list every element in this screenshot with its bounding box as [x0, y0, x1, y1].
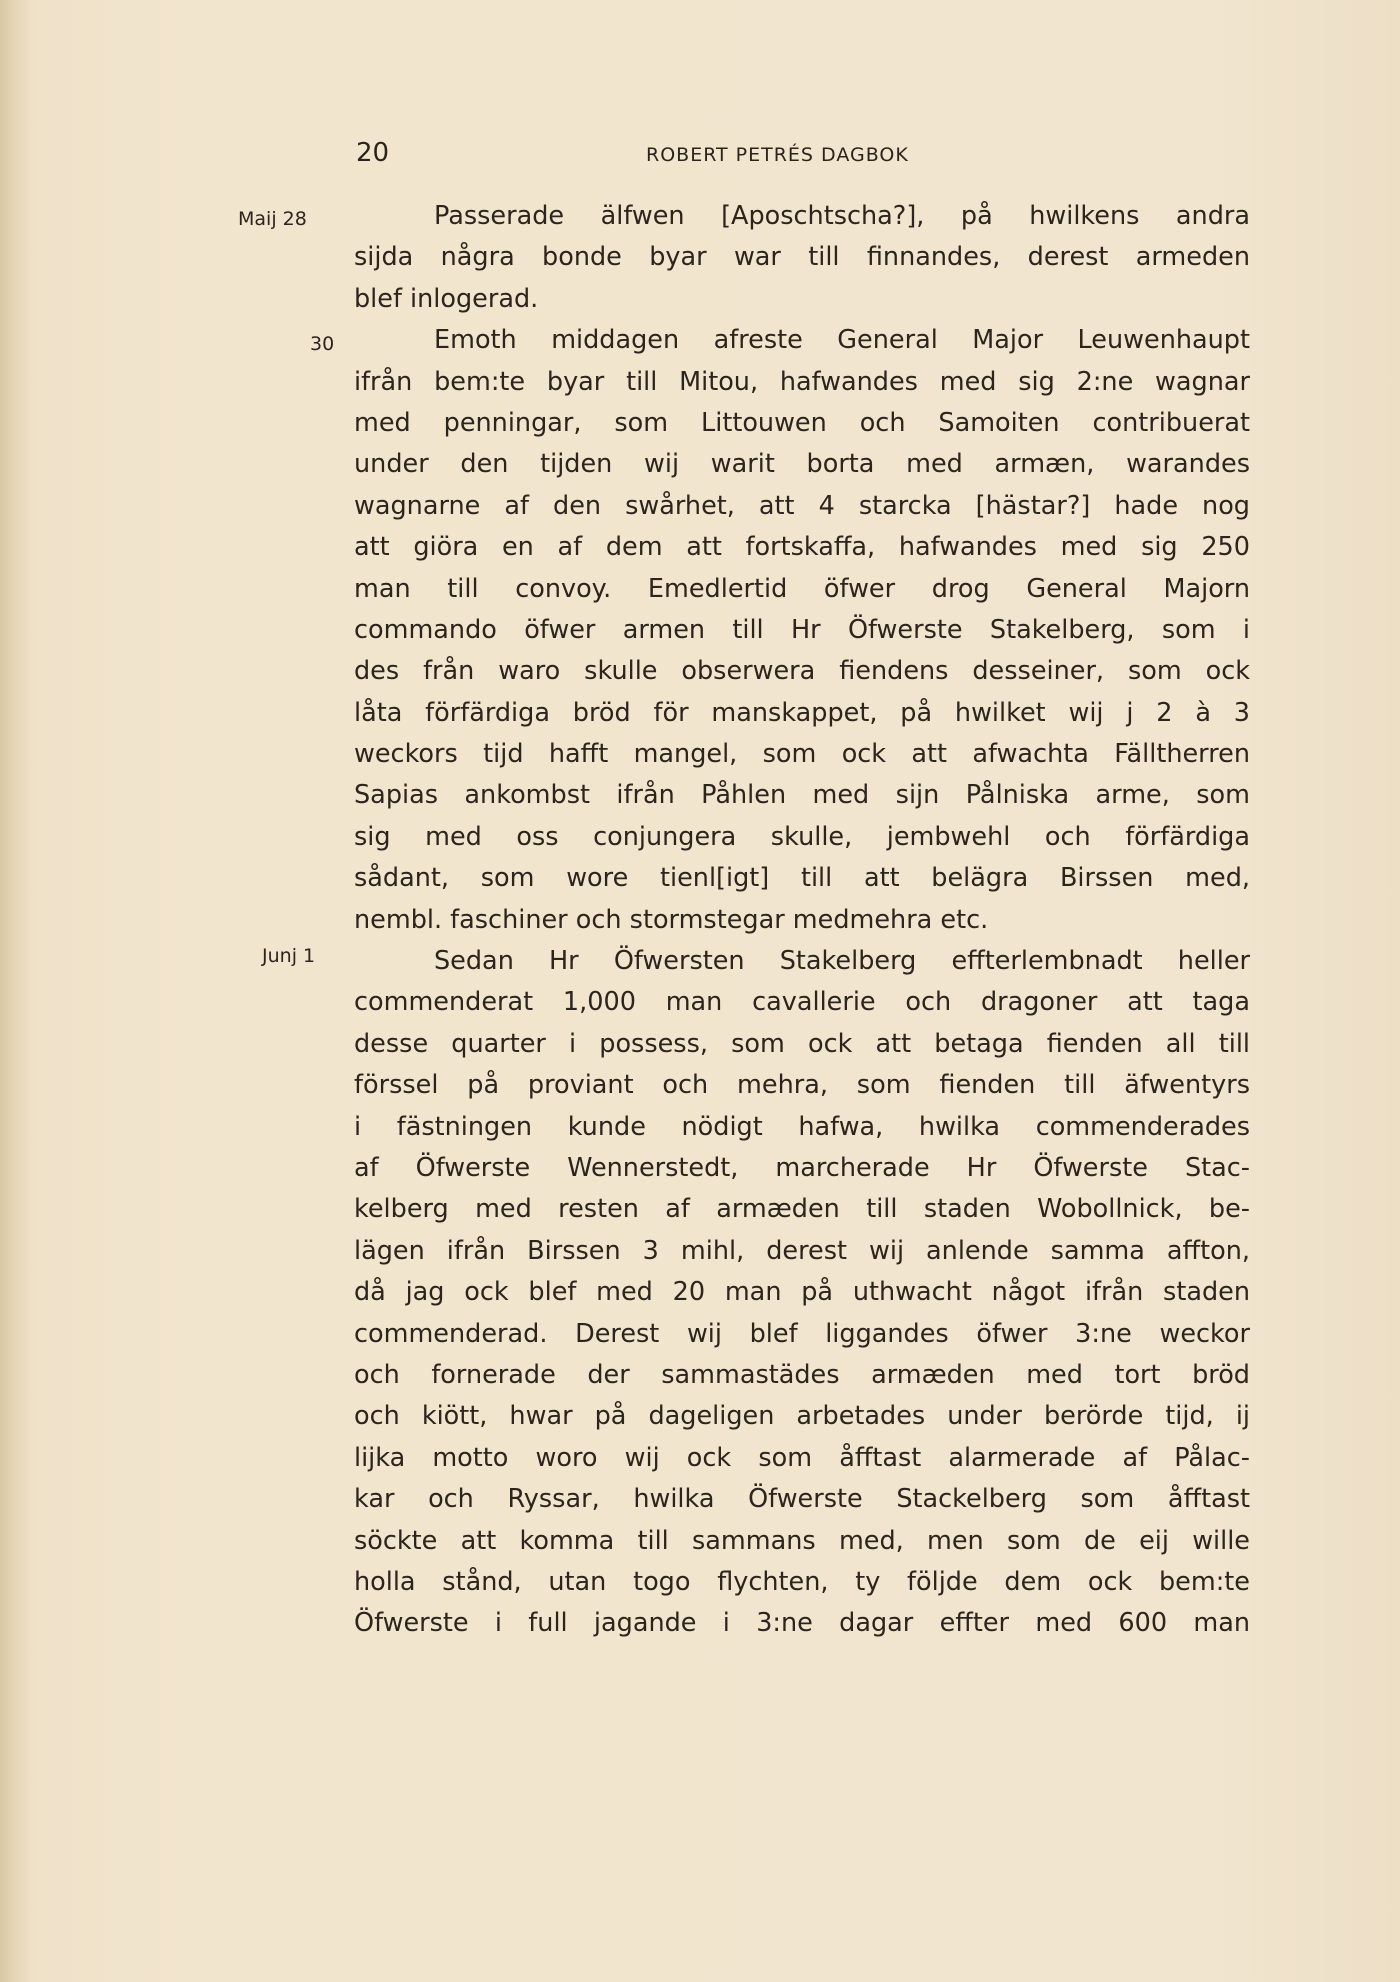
text-line: med penningar, som Littouwen och Samoiten contribuerat	[354, 407, 1250, 438]
text-line: förssel på proviant och mehra, som fienden till äfwentyrs	[354, 1070, 1250, 1101]
text-line: under den tijden wij warit borta med armæn, warandes	[354, 449, 1250, 480]
text-line: i fästningen kunde nödigt hafwa, hwilka commenderades	[354, 1111, 1250, 1142]
text-line: kar och Ryssar, hwilka Öfwerste Stackelberg som åfftast	[354, 1484, 1250, 1515]
text-line: sijda några bonde byar war till finnandes, derest armeden	[354, 242, 1250, 273]
text-line: nembl. faschiner och stormstegar medmehra etc.	[354, 904, 989, 935]
diary-text	[354, 196, 1250, 1645]
text-line: desse quarter i possess, som ock att betaga fienden all till	[354, 1028, 1250, 1059]
text-line: söckte att komma till sammans med, men som de eij wille	[354, 1525, 1250, 1556]
text-line: weckors tijd hafft mangel, som ock att afwachta Fälltherren	[354, 739, 1250, 770]
text-line: Emoth middagen afreste General Major Leuwenhaupt	[434, 325, 1250, 356]
text-line: ifrån bem:te byar till Mitou, hafwandes med sig 2:ne wagnar	[354, 366, 1250, 397]
binding-edge	[0, 0, 30, 1982]
text-line: kelberg med resten af armæden till staden Wobollnick, be-	[354, 1194, 1250, 1225]
text-line: och fornerade der sammastädes armæden med tort bröd	[354, 1359, 1250, 1390]
text-line: Öfwerste i full jagande i 3:ne dagar effter med 600 man	[354, 1608, 1250, 1639]
text-line: commenderad. Derest wij blef liggandes öfwer 3:ne weckor	[354, 1318, 1250, 1349]
book-title: ROBERT PETRÉS DAGBOK	[646, 144, 909, 166]
text-line: sådant, som wore tienl[igt] till att belägra Birssen med,	[354, 863, 1250, 894]
text-line: då jag ock blef med 20 man på uthwacht något ifrån staden	[354, 1277, 1250, 1308]
page-number: 20	[356, 138, 390, 168]
text-line: blef inlogerad.	[354, 283, 539, 314]
text-line: commando öfwer armen till Hr Öfwerste Stakelberg, som i	[354, 614, 1250, 645]
text-line: af Öfwerste Wennerstedt, marcherade Hr Öfwerste Stac-	[354, 1152, 1250, 1183]
text-line: lägen ifrån Birssen 3 mihl, derest wij anlende samma affton,	[354, 1235, 1250, 1266]
text-line: att giöra en af dem att fortskaffa, hafwandes med sig 250	[354, 532, 1250, 563]
text-line: commenderat 1,000 man cavallerie och dragoner att taga	[354, 987, 1250, 1018]
text-line: lijka motto woro wij ock som åfftast alarmerade af Pålac-	[354, 1442, 1250, 1473]
running-head	[356, 138, 1256, 178]
text-line: Sedan Hr Öfwersten Stakelberg effterlembnadt heller	[434, 946, 1250, 977]
margin-date-30: 30	[310, 333, 335, 355]
margin-date-junj-1: Junj 1	[262, 945, 316, 967]
text-line: wagnarne af den swårhet, att 4 starcka [hästar?] hade nog	[354, 490, 1250, 521]
text-line: des från waro skulle obserwera fiendens desseiner, som ock	[354, 656, 1250, 687]
margin-date-maij-28: Maij 28	[238, 208, 307, 230]
text-line: och kiött, hwar på dageligen arbetades under berörde tijd, ij	[354, 1401, 1250, 1432]
text-line: man till convoy. Emedlertid öfwer drog General Majorn	[354, 573, 1250, 604]
text-line: Passerade älfwen [Aposchtscha?], på hwilkens andra	[434, 201, 1250, 231]
text-line: låta förfärdiga bröd för manskappet, på hwilket wij j 2 à 3	[354, 697, 1250, 728]
text-line: sig med oss conjungera skulle, jembwehl och förfärdiga	[354, 821, 1250, 852]
text-line: Sapias ankombst ifrån Påhlen med sijn Pålniska arme, som	[354, 780, 1250, 811]
text-line: holla stånd, utan togo flychten, ty följde dem ock bem:te	[354, 1566, 1250, 1597]
